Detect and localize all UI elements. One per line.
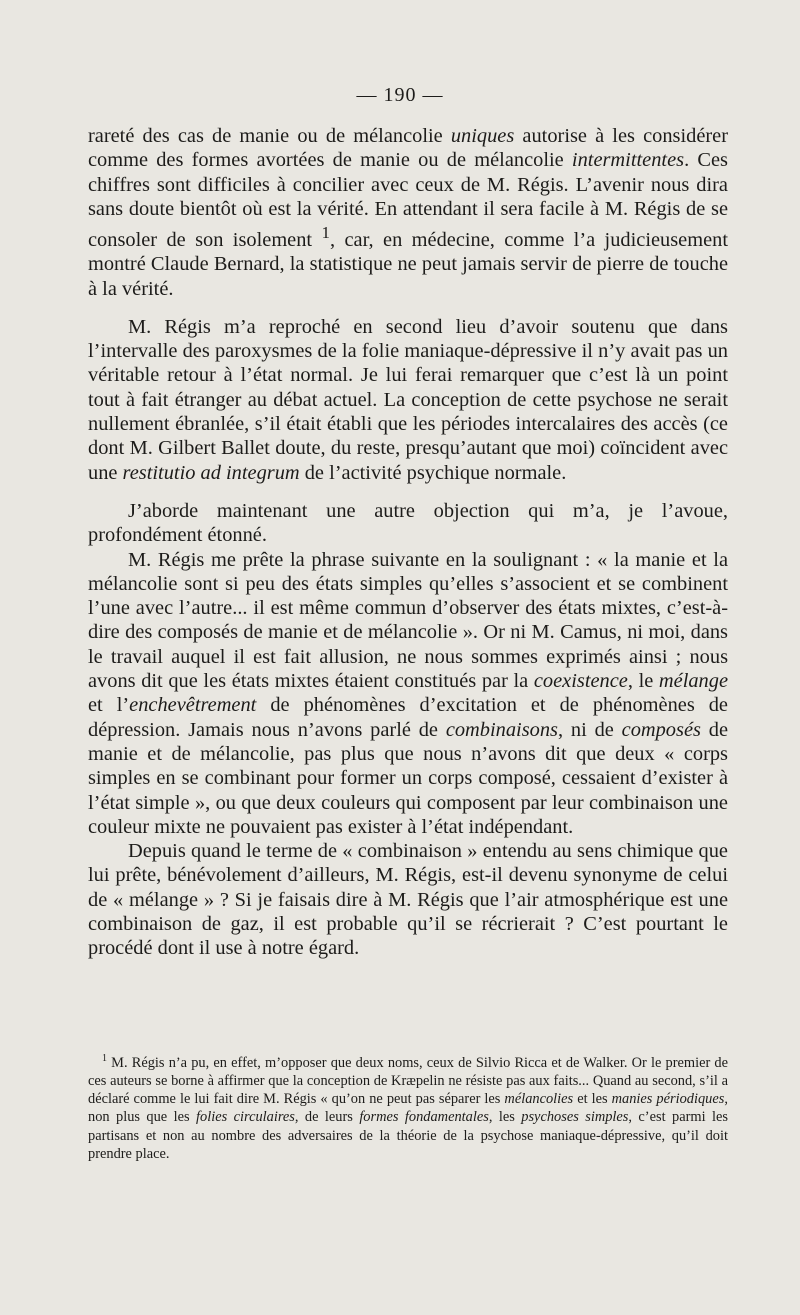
text-span: M. Régis n’a pu, en effet, m’opposer que deux noms, ceux de Silvio Ricca et de Walker. Or le premier de ces auteurs se borne à affirmer que la conception de Kræpelin ne résiste pas aux faits... Quand au second, s’il a déclaré comme le lui fait dire M. Régis « qu’on ne peut pas séparer les xyxy=(88,1054,728,1108)
italic-span: composés xyxy=(621,718,701,741)
italic-span: enchevêtrement xyxy=(129,694,257,717)
body-text xyxy=(88,124,728,961)
text-span: M. Régis m’a reproché en second lieu d’avoir soutenu que dans l’intervalle des paroxysmes de la folie maniaque-dépressive il n’y avait pas un véritable retour à l’état normal. Je lui ferai remarquer que c’est là un point tout à fait étranger au débat actuel. La conception de cette psychose ne serait nullement ébranlée, s’il était établi que les périodes intercalaires des accès (ce dont M. Gilbert Ballet doute, du reste, presqu’autant que moi) coïncident avec une xyxy=(88,315,728,484)
italic-span: formes fondamentales xyxy=(359,1109,489,1126)
footnote-marker: 1 xyxy=(102,1053,107,1064)
text-span: . Ces chiffres sont difficiles à concilier avec ceux de M. Régis. L’avenir nous dira sans doute bientôt où est la vérité. En attendant il sera facile à M. Régis de se consoler de son isolement xyxy=(88,149,728,251)
page-number: — 190 — xyxy=(356,84,444,106)
italic-span: combinaisons xyxy=(445,718,558,741)
text-span: , car, en médecine, comme l’a judicieusement montré Claude Bernard, la statistique ne peut jamais servir de pierre de touche à la vérité. xyxy=(88,228,728,300)
text-span: et l’ xyxy=(88,694,130,717)
text-span: , le xyxy=(627,670,659,693)
text-span: J’aborde maintenant une autre objection qui m’a, je l’avoue, profondément étonné. xyxy=(88,499,728,547)
italic-span: uniques xyxy=(450,125,515,147)
italic-span: mélange xyxy=(658,670,728,693)
paragraph xyxy=(88,315,728,485)
text-span: autorise à les considérer comme des formes avortées de manie ou de mélancolie xyxy=(88,125,729,172)
paragraph xyxy=(88,548,728,840)
italic-span: mélancolies xyxy=(504,1091,574,1108)
italic-span: manies périodiques xyxy=(611,1091,725,1108)
text-span: , non plus que les xyxy=(88,1091,728,1126)
paragraph xyxy=(88,839,728,960)
paragraph xyxy=(88,124,728,301)
text-span: , les xyxy=(488,1109,522,1126)
text-span: et les xyxy=(573,1091,612,1108)
footnote xyxy=(88,1050,728,1163)
text-span: M. Régis me prête la phrase suivante en la soulignant : « la manie et la mélancolie sont si peu des états simples qu’elles s’associent et se combinent l’une avec l’autre... il est même commun d’observer des états mixtes, c’est-à-dire des composés de manie et de mélancolie ». Or ni M. Camus, ni moi, dans le travail auquel il est fait allusion, ne nous sommes exprimés ainsi ; nous avons dit que les états mixtes étaient constitués par la xyxy=(88,548,728,693)
text-span: , de leurs xyxy=(294,1109,360,1126)
text-span: de phénomènes d’excitation et de phénomènes de dépression. Jamais nous n’avons parlé de xyxy=(88,694,728,741)
text-span: Depuis quand le terme de « combinaison » entendu au sens chimique que lui prête, bénévolement d’ailleurs, M. Régis, est-il devenu synonyme de celui de « mélange » ? Si je faisais dire à M. Régis que l’air atmosphérique est une combinaison de gaz, il est probable qu’il se récrierait ? C’est pourtant le procédé dont il use à notre égard. xyxy=(88,840,728,960)
italic-span: psychoses simples xyxy=(521,1109,629,1126)
italic-span: folies circulaires xyxy=(196,1109,295,1126)
paragraph xyxy=(88,499,728,548)
text-span: , c’est parmi les partisans et non au nombre des adversaires de la théorie de la psychose maniaque-dépressive, qu’il doit prendre place. xyxy=(88,1109,728,1162)
italic-span: coexistence xyxy=(533,670,628,693)
footnote-text xyxy=(88,1050,728,1163)
italic-span: intermittentes xyxy=(571,149,685,172)
text-span: , ni de xyxy=(557,718,622,741)
text-span: de l’activité psychique normale. xyxy=(299,461,567,484)
text-span: de manie et de mélancolie, pas plus que nous n’avons dit que deux « corps simples en se combinant pour former un corps composé, cessaient d’exister à l’état simple », ou que deux couleurs qui composent par leur combinaison une couleur mixte ne pouvaient pas exister à l’état indépendant. xyxy=(88,718,729,838)
text-span: rareté des cas de manie ou de mélancolie xyxy=(88,125,451,147)
footnote-marker: 1 xyxy=(321,223,330,243)
italic-span: restitutio ad integrum xyxy=(122,461,300,484)
